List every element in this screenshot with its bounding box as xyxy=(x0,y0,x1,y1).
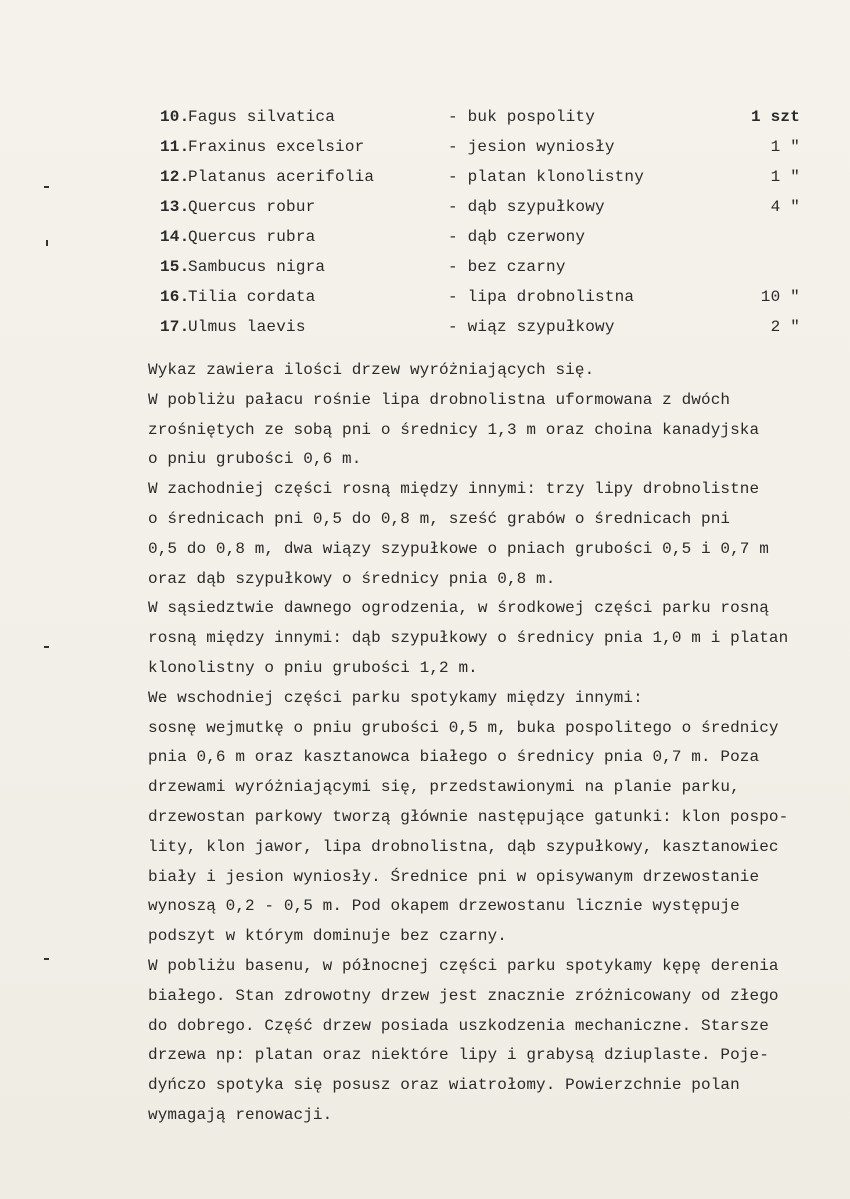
species-count: 1 " xyxy=(770,168,800,186)
species-count: 1 szt xyxy=(750,108,800,126)
margin-mark xyxy=(44,958,49,960)
species-count: 1 " xyxy=(770,138,800,156)
species-latin-name: Fraxinus excelsior xyxy=(188,138,365,156)
text-line: W pobliżu pałacu rośnie lipa drobnolistna uformowana z dwóch xyxy=(148,390,731,409)
text-line: wymagają renowacji. xyxy=(148,1105,333,1124)
text-line: We wschodniej części parku spotykamy między innymi: xyxy=(148,688,643,707)
text-line: lity, klon jawor, lipa drobnolistna, dąb szypułkowy, kasztanowiec xyxy=(148,837,779,856)
species-row xyxy=(160,198,800,228)
species-polish-name: - dąb szypułkowy xyxy=(448,198,605,216)
text-line: drzewostan parkowy tworzą głównie następujące gatunki: klon pospo- xyxy=(148,807,789,826)
species-count: 10 " xyxy=(760,288,800,306)
body-text xyxy=(148,356,798,1131)
species-row xyxy=(160,318,800,348)
species-row xyxy=(160,138,800,168)
text-line: Wykaz zawiera ilości drzew wyróżniających się. xyxy=(148,361,595,379)
species-number: 17. xyxy=(160,318,190,336)
species-polish-name: - buk pospolity xyxy=(448,108,596,126)
species-number: 14. xyxy=(160,228,190,246)
margin-mark xyxy=(44,646,49,648)
text-line: podszyt w którym dominuje bez czarny. xyxy=(148,927,507,946)
species-latin-name: Quercus robur xyxy=(188,198,316,216)
text-line: o średnicach pni 0,5 do 0,8 m, sześć grabów o średnicach pni xyxy=(148,509,731,528)
text-line: klonolistny o pniu grubości 1,2 m. xyxy=(148,658,478,677)
species-number: 12. xyxy=(160,168,190,186)
margin-mark xyxy=(44,186,49,188)
species-latin-name: Sambucus nigra xyxy=(188,258,326,276)
species-polish-name: - lipa drobnolistna xyxy=(448,288,635,306)
species-number: 15. xyxy=(160,258,190,276)
text-line: rosną między innymi: dąb szypułkowy o średnicy pnia 1,0 m i platan xyxy=(148,629,789,648)
text-line: drzewa np: platan oraz niektóre lipy i grabysą dziuplaste. Poje- xyxy=(148,1046,769,1065)
species-latin-name: Quercus rubra xyxy=(188,228,316,246)
species-polish-name: - dąb czerwony xyxy=(448,228,586,246)
species-polish-name: - bez czarny xyxy=(448,258,566,276)
text-line: oraz dąb szypułkowy o średnicy pnia 0,8 m. xyxy=(148,569,556,588)
species-latin-name: Tilia cordata xyxy=(188,288,316,306)
text-line: biały i jesion wyniosły. Średnice pni w opisywanym drzewostanie xyxy=(148,867,760,886)
species-row xyxy=(160,288,800,318)
species-latin-name: Platanus acerifolia xyxy=(188,168,375,186)
text-line: dyńczo spotyka się posusz oraz wiatrołomy. Powierzchnie polan xyxy=(148,1076,740,1095)
species-polish-name: - platan klonolistny xyxy=(448,168,645,186)
text-line: 0,5 do 0,8 m, dwa wiązy szypułkowe o pniach grubości 0,5 i 0,7 m xyxy=(148,539,769,558)
species-number: 16. xyxy=(160,288,190,306)
species-polish-name: - wiąz szypułkowy xyxy=(448,318,615,336)
text-line: pnia 0,6 m oraz kasztanowca białego o średnicy pnia 0,7 m. Poza xyxy=(148,748,760,767)
species-number: 13. xyxy=(160,198,190,216)
species-polish-name: - jesion wyniosły xyxy=(448,138,615,156)
species-list xyxy=(160,108,800,348)
text-line: do dobrego. Część drzew posiada uszkodzenia mechaniczne. Starsze xyxy=(148,1016,769,1035)
species-row xyxy=(160,228,800,258)
species-row xyxy=(160,108,800,138)
text-line: drzewami wyróżniającymi się, przedstawionymi na planie parku, xyxy=(148,778,740,797)
species-count: 4 " xyxy=(770,198,800,216)
margin-mark xyxy=(46,240,48,246)
text-line: o pniu grubości 0,6 m. xyxy=(148,450,362,469)
text-line: W sąsiedztwie dawnego ogrodzenia, w środkowej części parku rosną xyxy=(148,599,769,618)
text-line: białego. Stan zdrowotny drzew jest znacznie zróżnicowany od złego xyxy=(148,986,779,1005)
species-latin-name: Fagus silvatica xyxy=(188,108,336,126)
text-line: W zachodniej części rosną między innymi: trzy lipy drobnolistne xyxy=(148,480,760,499)
species-row xyxy=(160,168,800,198)
text-line: sosnę wejmutkę o pniu grubości 0,5 m, buka pospolitego o średnicy xyxy=(148,718,779,737)
text-line: wynoszą 0,2 - 0,5 m. Pod okapem drzewostanu licznie występuje xyxy=(148,897,740,916)
species-number: 10. xyxy=(160,108,190,126)
species-latin-name: Ulmus laevis xyxy=(188,318,306,336)
species-count: 2 " xyxy=(770,318,800,336)
text-line: W pobliżu basenu, w północnej części parku spotykamy kępę derenia xyxy=(148,956,779,975)
text-line: zrośniętych ze sobą pni o średnicy 1,3 m oraz choina kanadyjska xyxy=(148,420,760,439)
species-row xyxy=(160,258,800,288)
species-number: 11. xyxy=(160,138,190,156)
